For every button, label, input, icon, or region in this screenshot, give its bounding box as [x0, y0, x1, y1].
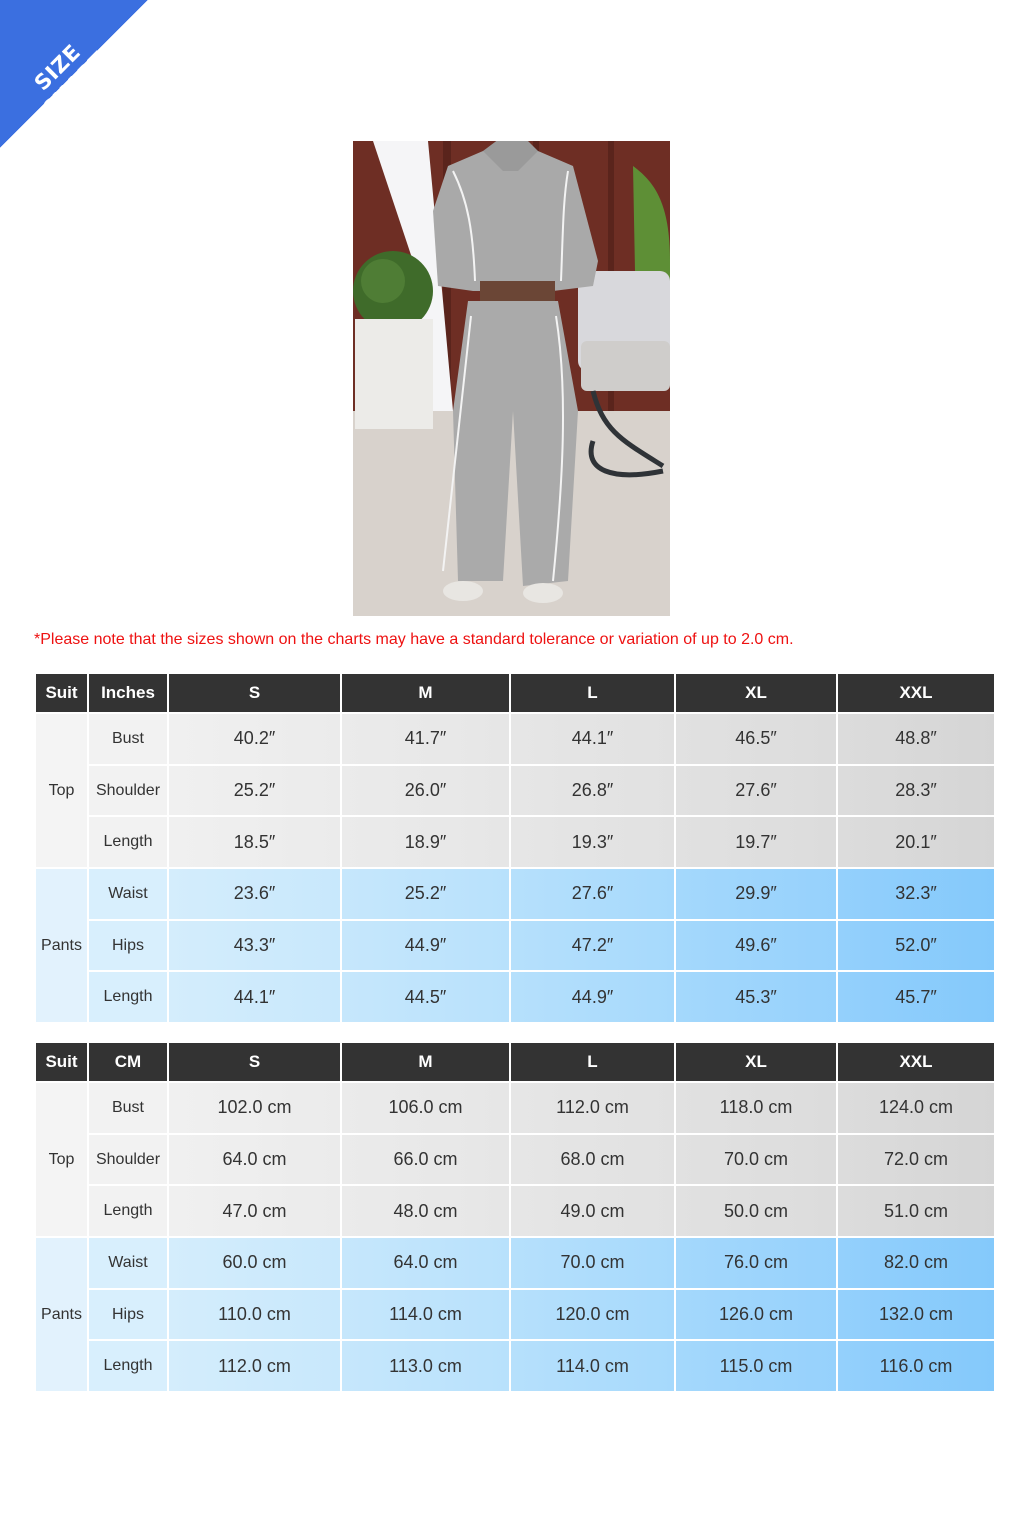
measure-label: Length: [89, 1341, 167, 1393]
measure-label: Hips: [89, 921, 167, 973]
value-cell: 18.5″: [169, 817, 340, 869]
model-photo-illustration: [353, 141, 670, 616]
header-size-xxl: XXL: [838, 674, 994, 714]
table-header-row: [36, 1043, 994, 1083]
table-row: [36, 1083, 994, 1135]
measure-label: Hips: [89, 1290, 167, 1342]
measure-label: Waist: [89, 869, 167, 921]
value-cell: 26.8″: [511, 766, 674, 818]
value-cell: 25.2″: [342, 869, 509, 921]
header-size-xl: XL: [676, 1043, 836, 1083]
size-table-cm: [34, 1043, 996, 1393]
value-cell: 18.9″: [342, 817, 509, 869]
header-size-s: S: [169, 674, 340, 714]
table-row: [36, 1341, 994, 1393]
value-cell: 113.0 cm: [342, 1341, 509, 1393]
value-cell: 114.0 cm: [342, 1290, 509, 1342]
measure-label: Shoulder: [89, 1135, 167, 1187]
value-cell: 116.0 cm: [838, 1341, 994, 1393]
value-cell: 51.0 cm: [838, 1186, 994, 1238]
table-row: [36, 972, 994, 1024]
measure-label: Length: [89, 972, 167, 1024]
table-row: [36, 817, 994, 869]
value-cell: 52.0″: [838, 921, 994, 973]
value-cell: 47.2″: [511, 921, 674, 973]
value-cell: 44.9″: [511, 972, 674, 1024]
header-size-m: M: [342, 674, 509, 714]
value-cell: 70.0 cm: [676, 1135, 836, 1187]
measure-label: Waist: [89, 1238, 167, 1290]
value-cell: 110.0 cm: [169, 1290, 340, 1342]
value-cell: 126.0 cm: [676, 1290, 836, 1342]
value-cell: 118.0 cm: [676, 1083, 836, 1135]
header-unit: Inches: [89, 674, 167, 714]
measure-label: Bust: [89, 1083, 167, 1135]
value-cell: 120.0 cm: [511, 1290, 674, 1342]
table-row: [36, 1135, 994, 1187]
measure-label: Length: [89, 1186, 167, 1238]
value-cell: 46.5″: [676, 714, 836, 766]
value-cell: 70.0 cm: [511, 1238, 674, 1290]
value-cell: 43.3″: [169, 921, 340, 973]
header-unit: CM: [89, 1043, 167, 1083]
table-row: [36, 714, 994, 766]
header-size-xxl: XXL: [838, 1043, 994, 1083]
table-row: [36, 921, 994, 973]
value-cell: 19.7″: [676, 817, 836, 869]
size-table-inches: [34, 674, 996, 1024]
value-cell: 40.2″: [169, 714, 340, 766]
value-cell: 76.0 cm: [676, 1238, 836, 1290]
header-size-m: M: [342, 1043, 509, 1083]
value-cell: 66.0 cm: [342, 1135, 509, 1187]
group-label-top: Top: [36, 714, 87, 869]
header-suit: Suit: [36, 1043, 87, 1083]
measure-label: Bust: [89, 714, 167, 766]
value-cell: 27.6″: [676, 766, 836, 818]
value-cell: 32.3″: [838, 869, 994, 921]
header-size-s: S: [169, 1043, 340, 1083]
value-cell: 20.1″: [838, 817, 994, 869]
value-cell: 106.0 cm: [342, 1083, 509, 1135]
value-cell: 27.6″: [511, 869, 674, 921]
value-cell: 28.3″: [838, 766, 994, 818]
value-cell: 112.0 cm: [511, 1083, 674, 1135]
value-cell: 49.0 cm: [511, 1186, 674, 1238]
value-cell: 44.5″: [342, 972, 509, 1024]
value-cell: 45.3″: [676, 972, 836, 1024]
size-chart-banner: [0, 0, 148, 148]
table-row: [36, 1238, 994, 1290]
banner-label: SIZE CHART: [29, 39, 112, 122]
value-cell: 49.6″: [676, 921, 836, 973]
tolerance-note: *Please note that the sizes shown on the charts may have a standard tolerance or variation of up to 2.0 cm.: [34, 631, 794, 648]
table-row: [36, 766, 994, 818]
table-row: [36, 869, 994, 921]
value-cell: 68.0 cm: [511, 1135, 674, 1187]
value-cell: 115.0 cm: [676, 1341, 836, 1393]
value-cell: 45.7″: [838, 972, 994, 1024]
value-cell: 26.0″: [342, 766, 509, 818]
value-cell: 102.0 cm: [169, 1083, 340, 1135]
value-cell: 48.8″: [838, 714, 994, 766]
measure-label: Shoulder: [89, 766, 167, 818]
value-cell: 44.9″: [342, 921, 509, 973]
value-cell: 124.0 cm: [838, 1083, 994, 1135]
table-row: [36, 1290, 994, 1342]
value-cell: 60.0 cm: [169, 1238, 340, 1290]
value-cell: 72.0 cm: [838, 1135, 994, 1187]
group-label-top: Top: [36, 1083, 87, 1238]
header-size-xl: XL: [676, 674, 836, 714]
value-cell: 25.2″: [169, 766, 340, 818]
value-cell: 114.0 cm: [511, 1341, 674, 1393]
value-cell: 132.0 cm: [838, 1290, 994, 1342]
value-cell: 23.6″: [169, 869, 340, 921]
value-cell: 41.7″: [342, 714, 509, 766]
value-cell: 64.0 cm: [342, 1238, 509, 1290]
value-cell: 64.0 cm: [169, 1135, 340, 1187]
value-cell: 29.9″: [676, 869, 836, 921]
header-size-l: L: [511, 674, 674, 714]
value-cell: 112.0 cm: [169, 1341, 340, 1393]
value-cell: 47.0 cm: [169, 1186, 340, 1238]
value-cell: 48.0 cm: [342, 1186, 509, 1238]
product-photo: [353, 141, 670, 616]
value-cell: 44.1″: [169, 972, 340, 1024]
measure-label: Length: [89, 817, 167, 869]
group-label-pants: Pants: [36, 869, 87, 1024]
value-cell: 19.3″: [511, 817, 674, 869]
table-header-row: [36, 674, 994, 714]
header-size-l: L: [511, 1043, 674, 1083]
table-row: [36, 1186, 994, 1238]
value-cell: 44.1″: [511, 714, 674, 766]
value-cell: 82.0 cm: [838, 1238, 994, 1290]
header-suit: Suit: [36, 674, 87, 714]
value-cell: 50.0 cm: [676, 1186, 836, 1238]
group-label-pants: Pants: [36, 1238, 87, 1393]
